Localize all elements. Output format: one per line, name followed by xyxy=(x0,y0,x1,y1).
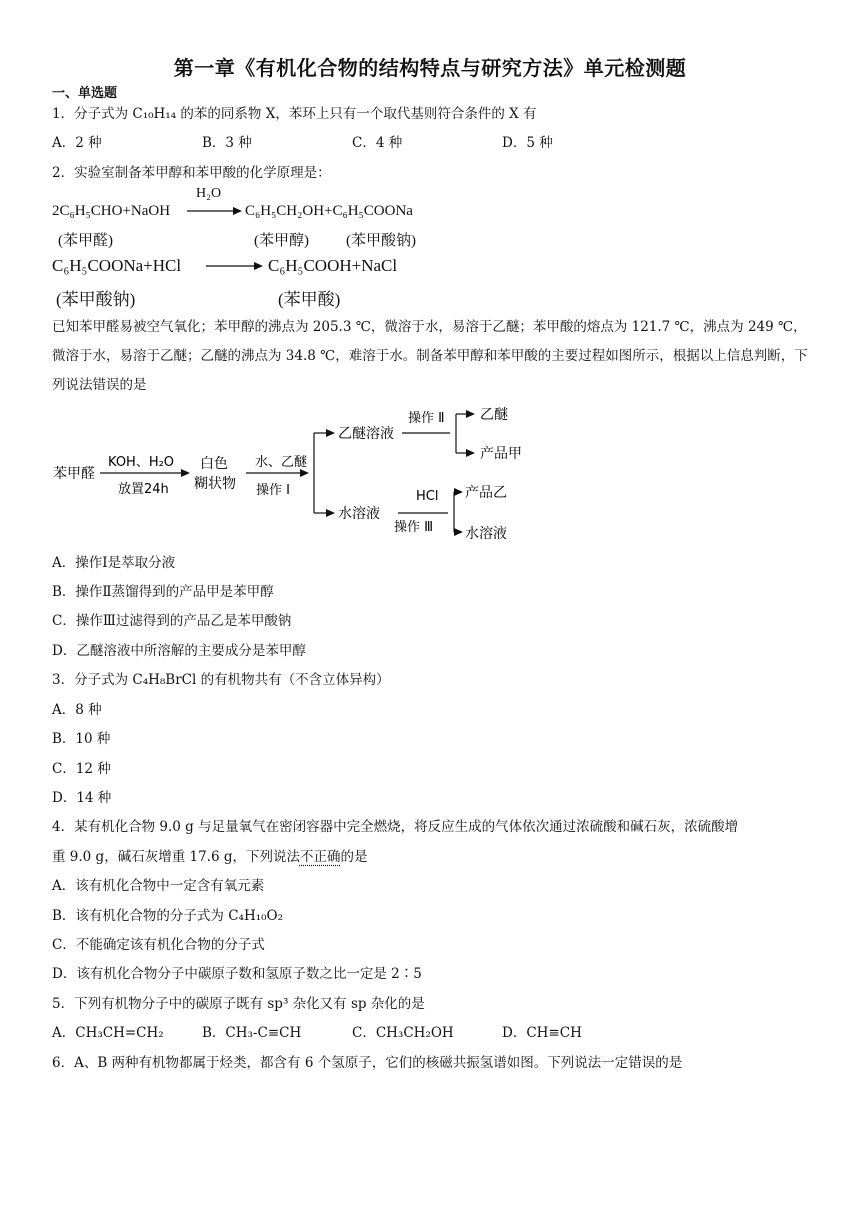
eq1-condition: H₂O xyxy=(196,186,222,201)
section-heading: 一、单选题 xyxy=(52,86,118,101)
eq1-label-benzaldehyde: (苯甲醛) xyxy=(58,233,113,249)
question-4-stem-line2 xyxy=(52,845,367,865)
question-6-stem: 6．A、B 两种有机物都属于烃类，都含有 6 个氢原子，它们的核磁共振氢谱如图。下列说法一定错误的是 xyxy=(52,1055,683,1071)
q4-stem-part2: 的是 xyxy=(340,849,368,865)
flow-ether-output: 乙醚 xyxy=(480,407,508,423)
q2-option-c: C．操作Ⅲ过滤得到的产品乙是苯甲酸钠 xyxy=(52,613,292,629)
q5-option-a: A．CH₃CH=CH₂ xyxy=(52,1025,164,1041)
question-2-info: 已知苯甲醛易被空气氧化；苯甲醇的沸点为 205.3 ℃，微溶于水，易溶于乙醚；苯甲酸的熔点为 121.7 ℃，沸点为 249 ℃，微溶于水，易溶于乙醚；乙醚的沸点为 34.8 ℃，难溶于水。制备苯甲醇和苯甲酸的主要过程如图所示，根据以上信息判断，下列说法错误的是 xyxy=(52,319,808,393)
eq2-arrow xyxy=(206,260,264,272)
flow-operation-3: 操作 Ⅲ xyxy=(394,520,434,535)
q1-option-b: B．3 种 xyxy=(202,135,252,151)
q5-option-d: D．CH≡CH xyxy=(502,1025,582,1041)
flow-start: 苯甲醛 xyxy=(53,466,95,482)
q2-option-b: B．操作Ⅱ蒸馏得到的产品甲是苯甲醇 xyxy=(52,584,274,600)
flow-intermediate-line1: 白色 xyxy=(200,456,228,472)
q3-option-c: C．12 种 xyxy=(52,761,111,777)
q1-option-a: A．2 种 xyxy=(52,135,102,151)
eq1-reactants: 2C₆H₅CHO+NaOH xyxy=(52,203,171,219)
q3-option-b: B．10 种 xyxy=(52,731,111,747)
q4-option-a: A．该有机化合物中一定含有氧元素 xyxy=(52,878,265,894)
question-4-stem-line1: 4．某有机化合物 9.0 g 与足量氧气在密闭容器中完全燃烧，将反应生成的气体依次通过浓硫酸和碱石灰，浓硫酸增 xyxy=(52,819,739,835)
eq1-arrow xyxy=(187,205,243,217)
q1-option-c: C．4 种 xyxy=(352,135,403,151)
flow-ether-solution: 乙醚溶液 xyxy=(338,426,394,442)
flow-aqueous-output: 水溶液 xyxy=(465,526,507,542)
flow-aqueous-solution: 水溶液 xyxy=(338,506,380,522)
q4-stem-part1: 重 9.0 g，碱石灰增重 17.6 g，下列说法 xyxy=(52,849,300,865)
question-5-stem: 5．下列有机物分子中的碳原子既有 sp³ 杂化又有 sp 杂化的是 xyxy=(52,996,425,1012)
q5-option-c: C．CH₃CH₂OH xyxy=(352,1025,454,1041)
q2-option-d: D．乙醚溶液中所溶解的主要成分是苯甲醇 xyxy=(52,643,306,659)
flow-reagent-1: KOH、H₂O xyxy=(108,455,175,470)
q4-option-d: D．该有机化合物分子中碳原子数和氢原子数之比一定是 2∶5 xyxy=(52,966,422,982)
q4-option-b: B．该有机化合物的分子式为 C₄H₁₀O₂ xyxy=(52,908,284,924)
page-title: 第一章《有机化合物的结构特点与研究方法》单元检测题 xyxy=(173,56,687,80)
eq2-products: C₆H₅COOH+NaCl xyxy=(268,256,398,275)
flow-condition-1: 放置24h xyxy=(118,482,169,497)
question-2-stem: 2．实验室制备苯甲醇和苯甲酸的化学原理是： xyxy=(52,165,331,181)
process-flow-diagram xyxy=(50,400,530,550)
q4-option-c: C．不能确定该有机化合物的分子式 xyxy=(52,937,265,953)
q2-option-a: A．操作Ⅰ是萃取分液 xyxy=(52,555,176,571)
eq2-reactants: C₆H₅COONa+HCl xyxy=(52,256,182,275)
q1-option-d: D．5 种 xyxy=(502,135,553,151)
flow-intermediate-line2: 糊状物 xyxy=(194,476,236,492)
eq2-label-benzoic-acid: (苯甲酸) xyxy=(278,290,341,309)
eq1-products: C₆H₅CH₂OH+C₆H₅COONa xyxy=(245,203,413,219)
q3-option-a: A．8 种 xyxy=(52,702,102,718)
flow-product-a: 产品甲 xyxy=(480,446,522,462)
flow-operation-1: 操作 Ⅰ xyxy=(256,483,290,498)
q5-option-b: B．CH₃-C≡CH xyxy=(202,1025,302,1041)
q3-option-d: D．14 种 xyxy=(52,790,112,806)
flow-hcl: HCl xyxy=(416,489,439,504)
eq1-label-benzyl-alcohol: (苯甲醇) xyxy=(254,233,309,249)
eq1-label-sodium-benzoate: (苯甲酸钠) xyxy=(346,233,416,249)
q4-emphasis: 不正确 xyxy=(299,849,341,865)
eq2-label-sodium-benzoate: (苯甲酸钠) xyxy=(56,290,136,309)
flow-operation-2: 操作 Ⅱ xyxy=(408,411,445,426)
question-3-stem: 3．分子式为 C₄H₈BrCl 的有机物共有（不含立体异构） xyxy=(52,672,390,688)
flow-product-b: 产品乙 xyxy=(465,485,507,501)
question-1-stem: 1．分子式为 C₁₀H₁₄ 的苯的同系物 X，苯环上只有一个取代基则符合条件的 X 有 xyxy=(52,106,537,122)
flow-reagent-2: 水、乙醚 xyxy=(255,455,308,470)
